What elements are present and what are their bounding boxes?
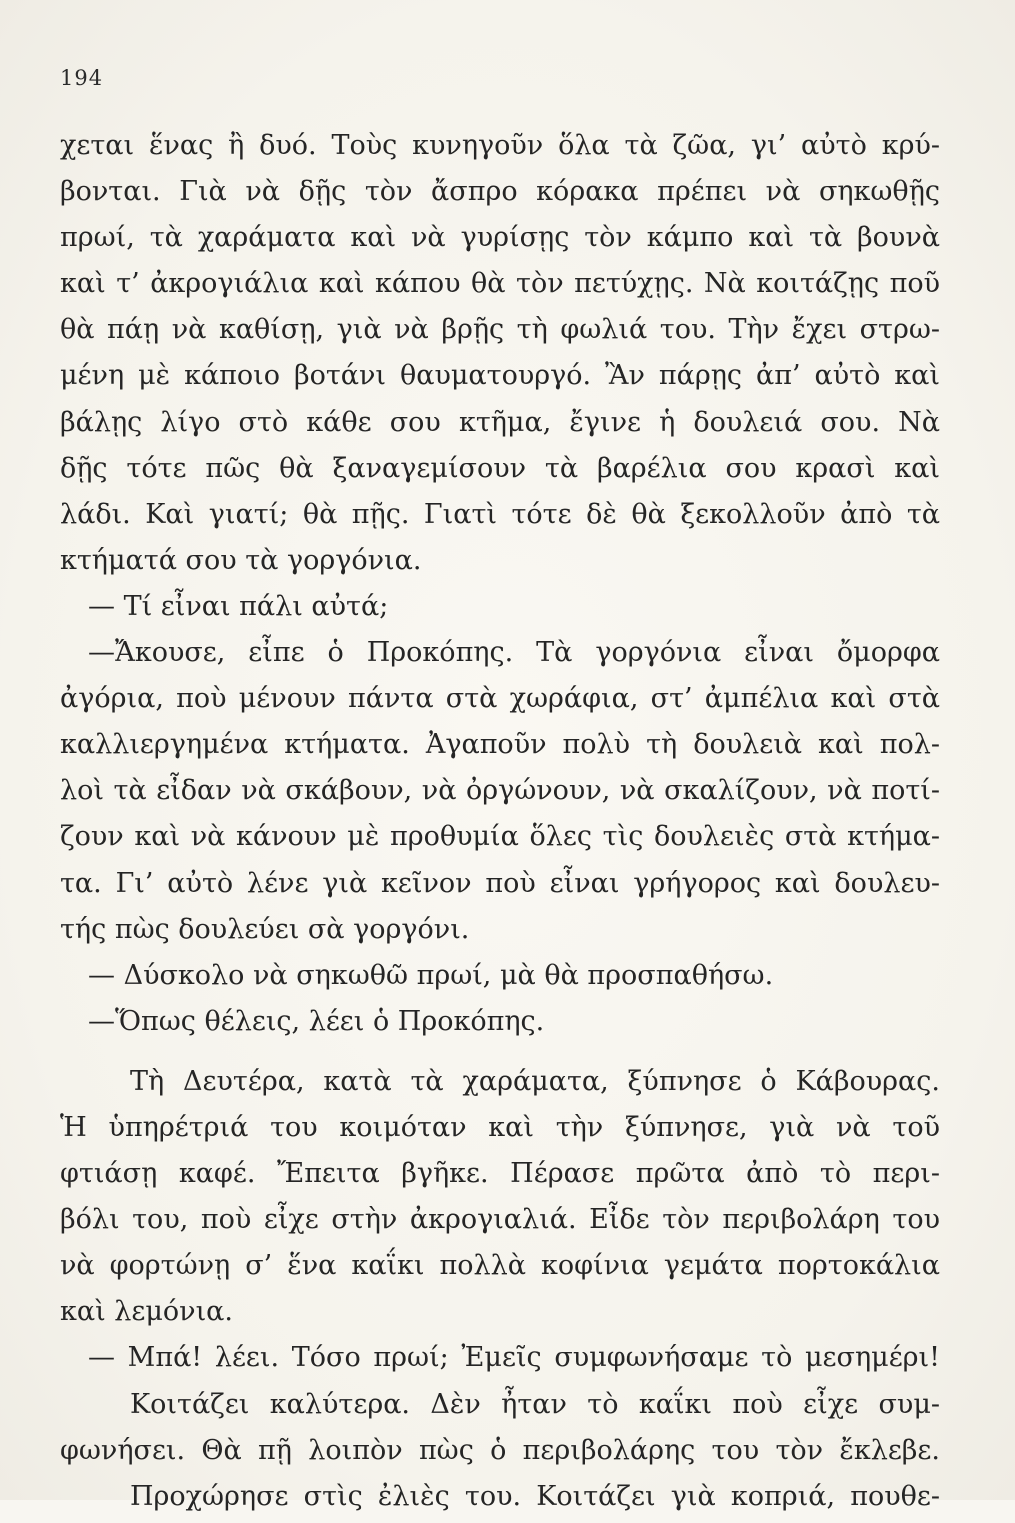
text-line: τα. Γι’ αὐτὸ λένε γιὰ κεῖνον ποὺ εἶναι γρήγορος καὶ δουλευ- (60, 867, 940, 899)
text-line: κτήματά σου τὰ γοργόνια. (60, 544, 422, 576)
paragraph-start-line: Τὴ Δευτέρα, κατὰ τὰ χαράματα, ξύπνησε ὁ Κάβουρας. (130, 1065, 940, 1097)
text-line: χεται ἕνας ἢ δυό. Τοὺς κυνηγοῦν ὅλα τὰ ζῶα, γι’ αὐτὸ κρύ- (60, 130, 940, 161)
dialogue-line: —Ἄκουσε, εἶπε ὁ Προκόπης. Τὰ γοργόνια εἶναι ὄμορφα (88, 637, 940, 669)
text-line: ζουν καὶ νὰ κάνουν μὲ προθυμία ὅλες τὶς δουλειὲς στὰ κτήμα- (60, 821, 940, 853)
text-line: καὶ λεμόνια. (60, 1296, 233, 1328)
text-line: μένη μὲ κάποιο βοτάνι θαυματουργό. Ἂν πάρῃς ἀπ’ αὐτὸ καὶ (60, 360, 940, 392)
dialogue-line: — Μπά! λέει. Τόσο πρωί; Ἐμεῖς συμφωνήσαμε τὸ μεσημέρι! (88, 1342, 940, 1374)
dialogue-line: —Ὅπως θέλεις, λέει ὁ Προκόπης. (88, 1005, 545, 1037)
paragraph-start-line: Κοιτάζει καλύτερα. Δὲν ἦταν τὸ καΐκι ποὺ εἶχε συμ- (130, 1388, 940, 1420)
text-line: φωνήσει. Θὰ πῇ λοιπὸν πὼς ὁ περιβολάρης του τὸν ἔκλεβε. (60, 1434, 940, 1466)
dialogue-line: — Τί εἶναι πάλι αὐτά; (88, 590, 389, 622)
text-line: καὶ τ’ ἀκρογιάλια καὶ κάπου θὰ τὸν πετύχῃς. Νὰ κοιτάζῃς ποῦ (60, 268, 940, 300)
text-line: νὰ φορτώνῃ σ’ ἕνα καΐκι πολλὰ κοφίνια γεμάτα πορτοκάλια (60, 1250, 940, 1282)
text-line: λάδι. Καὶ γιατί; θὰ πῇς. Γιατὶ τότε δὲ θὰ ξεκολλοῦν ἀπὸ τὰ (60, 498, 940, 530)
text-line: δῇς τότε πῶς θὰ ξαναγεμίσουν τὰ βαρέλια σου κρασὶ καὶ (60, 452, 940, 484)
text-line: πρωί, τὰ χαράματα καὶ νὰ γυρίσῃς τὸν κάμπο καὶ τὰ βουνὰ (60, 222, 940, 254)
paragraph-start-line: Προχώρησε στὶς ἐλιὲς του. Κοιτάζει γιὰ κοπριά, πουθε- (130, 1480, 940, 1512)
text-line: βόλι του, ποὺ εἶχε στὴν ἀκρογιαλιά. Εἶδε τὸν περιβολάρη του (60, 1204, 940, 1236)
text-line: λοὶ τὰ εἶδαν νὰ σκάβουν, νὰ ὀργώνουν, νὰ σκαλίζουν, νὰ ποτί- (60, 775, 940, 807)
body-text (60, 126, 940, 1523)
text-line: ἀγόρια, ποὺ μένουν πάντα στὰ χωράφια, στ’ ἀμπέλια καὶ στὰ (60, 683, 940, 715)
text-line: καλλιεργημένα κτήματα. Ἀγαποῦν πολὺ τὴ δουλειὰ καὶ πολ- (60, 729, 940, 761)
text-line: Ἡ ὑπηρέτριά του κοιμόταν καὶ τὴν ξύπνησε, γιὰ νὰ τοῦ (60, 1111, 940, 1143)
page-number: 194 (60, 66, 104, 90)
text-line: βάλῃς λίγο στὸ κάθε σου κτῆμα, ἔγινε ἡ δουλειά σου. Νὰ (60, 406, 940, 438)
text-line: φτιάσῃ καφέ. Ἔπειτα βγῆκε. Πέρασε πρῶτα ἀπὸ τὸ περι- (60, 1158, 940, 1190)
text-line: θὰ πάῃ νὰ καθίσῃ, γιὰ νὰ βρῇς τὴ φωλιά του. Τὴν ἔχει στρω- (60, 314, 940, 346)
dialogue-line: — Δύσκολο νὰ σηκωθῶ πρωί, μὰ θὰ προσπαθήσω. (88, 959, 774, 991)
text-line: βονται. Γιὰ νὰ δῇς τὸν ἄσπρο κόρακα πρέπει νὰ σηκωθῇς (60, 176, 940, 208)
text-line: τής πὼς δουλεύει σὰ γοργόνι. (60, 913, 470, 945)
